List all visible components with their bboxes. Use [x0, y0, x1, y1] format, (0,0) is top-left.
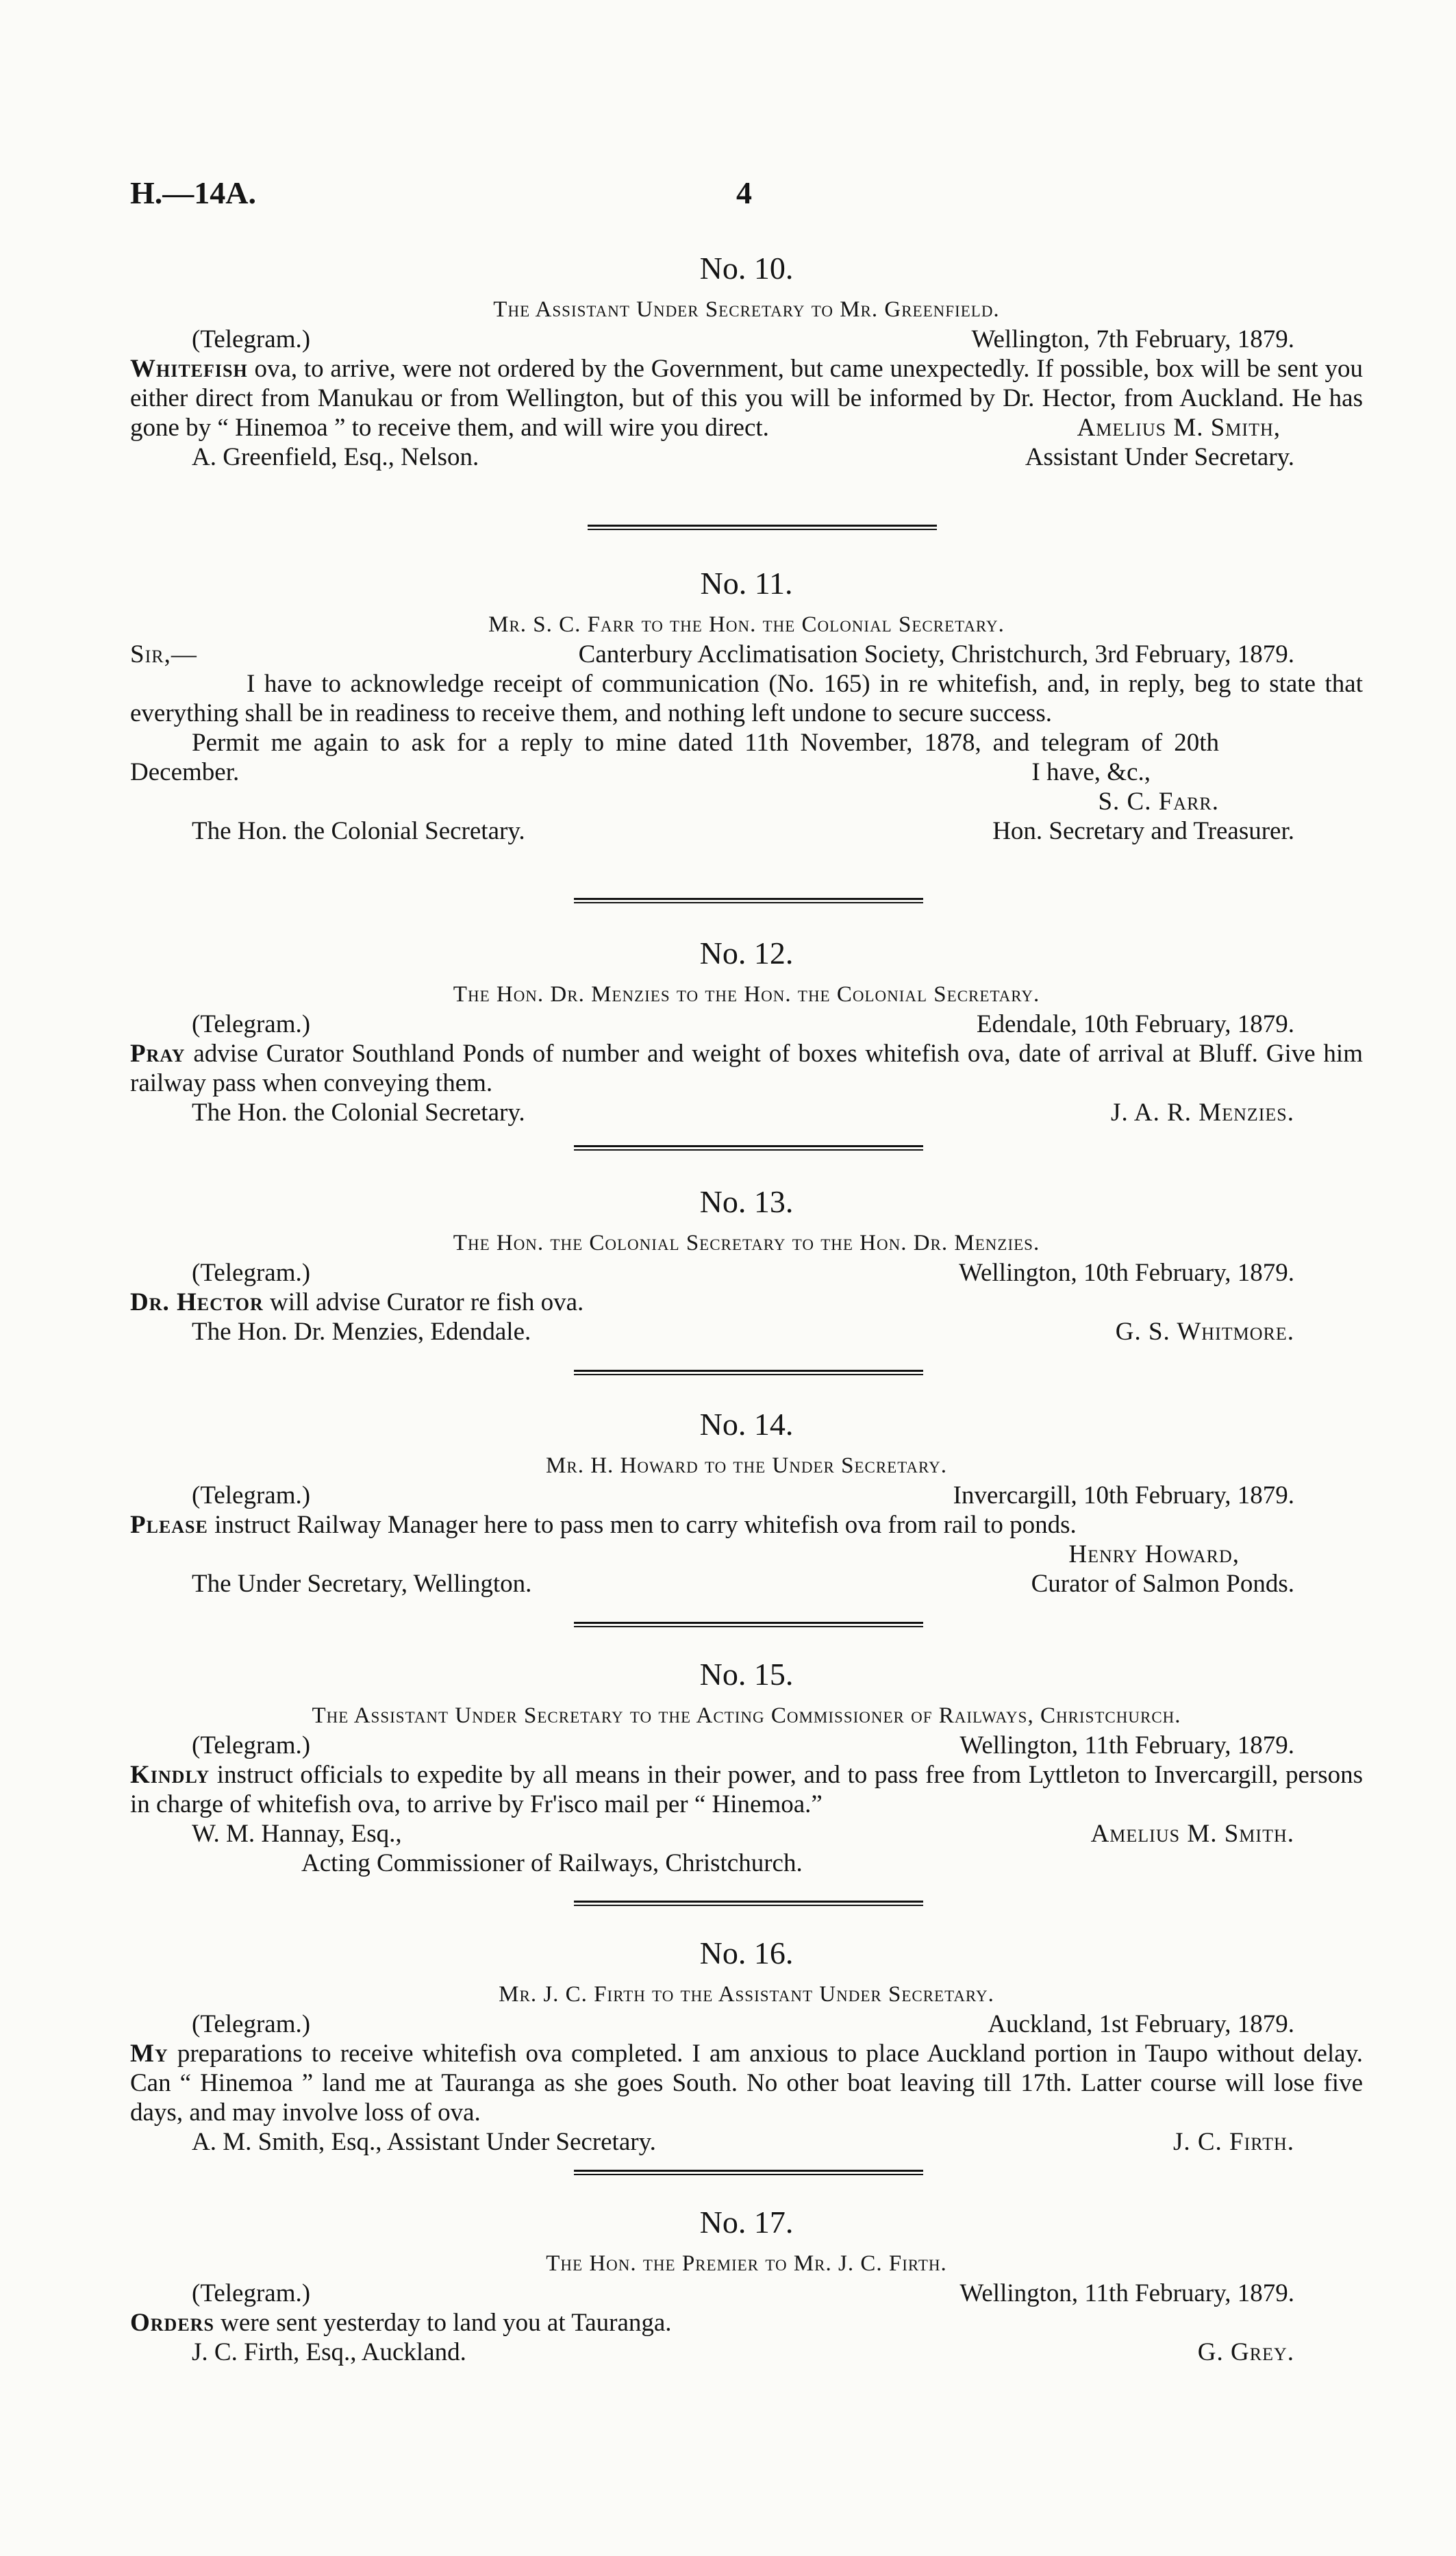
letter-no-10	[130, 248, 1363, 472]
dateline: Edendale, 10th February, 1879.	[976, 1010, 1294, 1038]
letter-number: No. 13.	[699, 1184, 794, 1219]
telegram-label: (Telegram.)	[192, 1010, 311, 1038]
letter-title: The Assistant Under Secretary to the Acting Commissioner of Railways, Christchurch.	[312, 1703, 1181, 1728]
letter-number: No. 15.	[699, 1657, 794, 1692]
section-rule	[574, 1901, 923, 1906]
paragraph-2: Permit me again to ask for a reply to mine dated 11th November, 1878, and telegram of 20th December.	[130, 729, 1219, 786]
dateline: Canterbury Acclimatisation Society, Christchurch, 3rd February, 1879.	[578, 640, 1294, 668]
section-rule	[574, 1370, 923, 1375]
signature: Amelius M. Smith,	[1077, 414, 1281, 442]
signature: Henry Howard,	[1068, 1540, 1240, 1568]
letter-number: No. 17.	[699, 2205, 794, 2240]
telegram-label: (Telegram.)	[192, 2010, 311, 2038]
lead-word: Dr. Hector	[130, 1288, 264, 1316]
letter-title: Mr. S. C. Farr to the Hon. the Colonial Secretary.	[488, 612, 1005, 637]
section-rule	[574, 898, 923, 903]
signature: S. C. Farr.	[1098, 788, 1219, 816]
dateline: Wellington, 11th February, 1879.	[959, 2279, 1294, 2307]
letter-title: The Hon. the Colonial Secretary to the Hon. Dr. Menzies.	[453, 1231, 1040, 1255]
section-rule	[574, 2170, 923, 2175]
letter-title: Mr. H. Howard to the Under Secretary.	[546, 1453, 947, 1478]
letter-title: The Hon. Dr. Menzies to the Hon. the Colonial Secretary.	[453, 982, 1040, 1007]
section-rule	[574, 1622, 923, 1627]
letter-title: The Hon. the Premier to Mr. J. C. Firth.	[546, 2251, 947, 2276]
letter-no-13	[130, 1181, 1363, 1346]
addressee: The Hon. Dr. Menzies, Edendale.	[192, 1318, 531, 1346]
telegram-label: (Telegram.)	[192, 1731, 311, 1759]
addressee: The Hon. the Colonial Secretary.	[192, 817, 525, 845]
body-text: will advise Curator re fish ova.	[263, 1288, 584, 1316]
dateline: Wellington, 10th February, 1879.	[959, 1259, 1294, 1287]
section-rule	[574, 1145, 923, 1151]
telegram-label: (Telegram.)	[192, 1481, 311, 1509]
letter-number: No. 12.	[699, 936, 794, 970]
signature: J. C. Firth.	[1172, 2128, 1294, 2156]
letter-no-17	[130, 2202, 1363, 2367]
lead-word: Whitefish	[130, 355, 248, 383]
running-header	[130, 175, 1363, 223]
closing: I have, &c.,	[1031, 758, 1151, 786]
body-text: preparations to receive whitefish ova completed. I am anxious to place Auckland portion in Taupo without delay. Can “ Hinemoa ” land me at Tauranga as she goes South. No other boat leaving till 17th. Latter course will lose five days, and may involve loss of ova.	[130, 2040, 1363, 2127]
document-code: H.—14A.	[130, 175, 256, 210]
addressee: J. C. Firth, Esq., Auckland.	[192, 2338, 466, 2366]
signature: G. Grey.	[1197, 2338, 1294, 2366]
letter-no-15	[130, 1654, 1363, 1878]
body-text: instruct officials to expedite by all means in their power, and to pass free from Lyttleton to Invercargill, persons in charge of whitefish ova, to arrive by Fr'isco mail per “ Hinemoa.”	[130, 1761, 1363, 1818]
letter-number: No. 11.	[700, 566, 793, 601]
telegram-label: (Telegram.)	[192, 1259, 311, 1287]
signature: J. A. R. Menzies.	[1111, 1099, 1294, 1127]
addressee: W. M. Hannay, Esq.,	[192, 1820, 402, 1848]
addressee: A. M. Smith, Esq., Assistant Under Secretary.	[192, 2128, 656, 2156]
letter-body	[130, 2308, 1363, 2338]
body-text: ova, to arrive, were not ordered by the Government, but came unexpectedly. If possible, box will be sent you either direct from Manukau or from Wellington, but of this you will be informed by Dr. Hector, from Auckland. He has gone by “ Hinemoa ” to receive them, and will wire you direct.	[130, 355, 1363, 442]
letter-number: No. 16.	[699, 1935, 794, 1970]
telegram-label: (Telegram.)	[192, 325, 311, 353]
office: Curator of Salmon Ponds.	[1031, 1570, 1294, 1598]
letter-body	[130, 1288, 1363, 1317]
office: Hon. Secretary and Treasurer.	[992, 817, 1294, 845]
lead-word: Orders	[130, 2309, 214, 2337]
letter-number: No. 14.	[699, 1407, 794, 1442]
letter-no-11	[130, 563, 1363, 846]
letter-body	[130, 1760, 1363, 1819]
office: Acting Commissioner of Railways, Christchurch.	[301, 1849, 803, 1877]
lead-word: Pray	[130, 1040, 186, 1068]
dateline: Wellington, 7th February, 1879.	[971, 325, 1294, 353]
dateline: Auckland, 1st February, 1879.	[988, 2010, 1294, 2038]
addressee: The Under Secretary, Wellington.	[192, 1570, 532, 1598]
dateline: Wellington, 11th February, 1879.	[959, 1731, 1294, 1759]
letter-no-12	[130, 933, 1363, 1127]
paragraph-1: I have to acknowledge receipt of communication (No. 165) in re whitefish, and, in reply, beg to state that everything shall be in readiness to receive them, and nothing left undone to secure success.	[130, 670, 1363, 727]
page-number: 4	[736, 175, 752, 210]
signature: Amelius M. Smith.	[1090, 1820, 1294, 1848]
salutation: Sir,—	[130, 640, 197, 668]
body-text: instruct Railway Manager here to pass men to carry whitefish ova from rail to ponds.	[208, 1511, 1077, 1539]
lead-word: Please	[130, 1511, 208, 1539]
letter-number: No. 10.	[699, 251, 794, 286]
letter-body	[130, 2039, 1363, 2127]
body-text: advise Curator Southland Ponds of number and weight of boxes whitefish ova, date of arrival at Bluff. Give him railway pass when conveying them.	[130, 1040, 1363, 1097]
signature: G. S. Whitmore.	[1115, 1318, 1294, 1346]
letter-body	[130, 1039, 1363, 1098]
letter-title: The Assistant Under Secretary to Mr. Greenfield.	[493, 297, 1000, 322]
addressee: A. Greenfield, Esq., Nelson.	[192, 443, 479, 471]
body-text: were sent yesterday to land you at Tauranga.	[214, 2309, 672, 2337]
letter-no-16	[130, 1933, 1363, 2157]
lead-word: My	[130, 2040, 168, 2068]
addressee: The Hon. the Colonial Secretary.	[192, 1099, 525, 1127]
office: Assistant Under Secretary.	[1025, 443, 1294, 471]
letter-no-14	[130, 1404, 1363, 1599]
dateline: Invercargill, 10th February, 1879.	[953, 1481, 1294, 1509]
letter-body	[130, 1510, 1363, 1540]
letter-title: Mr. J. C. Firth to the Assistant Under Secretary.	[499, 1982, 994, 2007]
telegram-label: (Telegram.)	[192, 2279, 311, 2307]
section-rule	[588, 525, 937, 530]
lead-word: Kindly	[130, 1761, 210, 1789]
